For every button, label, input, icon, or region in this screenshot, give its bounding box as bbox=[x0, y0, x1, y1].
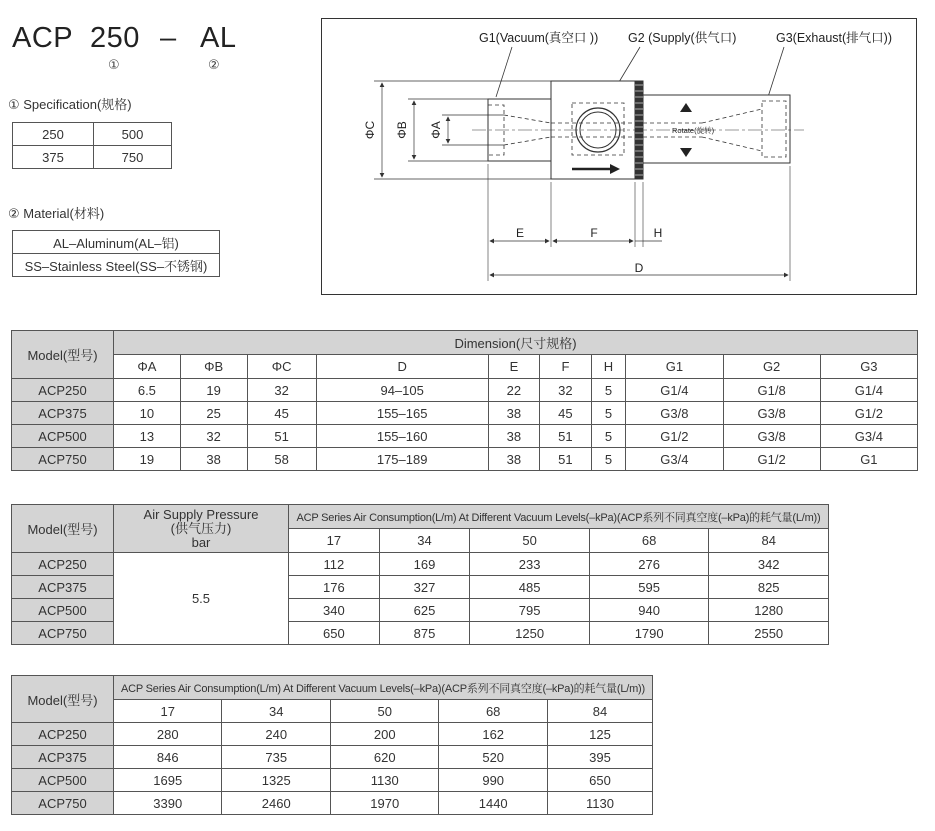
drawing-svg bbox=[322, 19, 918, 296]
table-cell: 19 bbox=[180, 379, 247, 402]
pressure-header-line-2: (供气压力) bbox=[170, 520, 232, 536]
table-row bbox=[12, 402, 918, 425]
material-item: SS–Stainless Steel(SS–不锈钢) bbox=[13, 254, 220, 277]
phi-a-label: ΦA bbox=[429, 121, 443, 139]
vacuum-level-header: 84 bbox=[547, 700, 652, 723]
table-cell: 22 bbox=[488, 379, 540, 402]
table-cell: 1250 bbox=[470, 622, 590, 645]
table-row bbox=[13, 146, 172, 169]
vacuum-level-header: 84 bbox=[709, 529, 829, 553]
vacuum-level-header: 17 bbox=[114, 700, 222, 723]
table-cell: 5 bbox=[591, 402, 626, 425]
dim-f-label: F bbox=[590, 226, 598, 240]
material-table bbox=[12, 230, 220, 277]
model-cell: ACP750 bbox=[12, 622, 114, 645]
table-cell: 155–165 bbox=[316, 402, 488, 425]
vacuum-level-header: 17 bbox=[289, 529, 380, 553]
table-cell: 10 bbox=[114, 402, 181, 425]
table-cell: 233 bbox=[470, 553, 590, 576]
table-cell: 990 bbox=[439, 769, 547, 792]
spec-cell: 500 bbox=[94, 123, 172, 146]
table-header-row bbox=[12, 331, 918, 355]
table-cell: G1/4 bbox=[820, 379, 917, 402]
table-cell: 32 bbox=[540, 379, 592, 402]
table-cell: 1325 bbox=[222, 769, 330, 792]
table-row bbox=[13, 123, 172, 146]
model-cell: ACP375 bbox=[12, 746, 114, 769]
pressure-column-header bbox=[114, 505, 289, 553]
material-title: ② Material(材料) bbox=[8, 206, 105, 221]
dimension-group-header: Dimension(尺寸规格) bbox=[114, 331, 918, 355]
model-code-spec: 250 bbox=[90, 22, 140, 54]
table-cell: 200 bbox=[330, 723, 438, 746]
material-item: AL–Aluminum(AL–铝) bbox=[13, 231, 220, 254]
table-cell: G3/4 bbox=[820, 425, 917, 448]
model-cell: ACP500 bbox=[12, 599, 114, 622]
table-cell: 520 bbox=[439, 746, 547, 769]
table-cell: 5 bbox=[591, 425, 626, 448]
table-cell: 395 bbox=[547, 746, 652, 769]
model-column-header: Model(型号) bbox=[12, 505, 114, 553]
table-cell: 280 bbox=[114, 723, 222, 746]
table-cell: 340 bbox=[289, 599, 380, 622]
table-row bbox=[12, 448, 918, 471]
phi-b-label: ΦB bbox=[395, 121, 409, 139]
material-marker: ② bbox=[208, 57, 220, 72]
table-cell: 1280 bbox=[709, 599, 829, 622]
model-cell: ACP500 bbox=[12, 425, 114, 448]
table-cell: G1/2 bbox=[723, 448, 820, 471]
table-cell: 176 bbox=[289, 576, 380, 599]
column-header: ΦC bbox=[247, 355, 316, 379]
vacuum-level-header: 34 bbox=[222, 700, 330, 723]
table-row bbox=[12, 769, 653, 792]
table-row bbox=[12, 379, 918, 402]
consumption-table-1 bbox=[11, 504, 829, 645]
pressure-header-line-3: bar bbox=[191, 534, 211, 550]
table-cell: 112 bbox=[289, 553, 380, 576]
model-code-dash: – bbox=[160, 22, 177, 54]
vacuum-level-header: 34 bbox=[379, 529, 470, 553]
model-cell: ACP750 bbox=[12, 448, 114, 471]
table-cell: 825 bbox=[709, 576, 829, 599]
column-header: F bbox=[540, 355, 592, 379]
rotate-label: Rotate(旋转) bbox=[672, 126, 715, 135]
pressure-header-line-1: Air Supply Pressure bbox=[143, 506, 259, 522]
dim-h-label: H bbox=[653, 226, 663, 240]
model-cell: ACP500 bbox=[12, 769, 114, 792]
table-cell: 13 bbox=[114, 425, 181, 448]
table-cell: 94–105 bbox=[316, 379, 488, 402]
table-cell: 485 bbox=[470, 576, 590, 599]
column-header: D bbox=[316, 355, 488, 379]
spec-cell: 250 bbox=[13, 123, 94, 146]
table-cell: 32 bbox=[247, 379, 316, 402]
spec-cell: 750 bbox=[94, 146, 172, 169]
table-cell: 1130 bbox=[330, 769, 438, 792]
table-cell: 38 bbox=[180, 448, 247, 471]
g1-label: G1(Vacuum(真空口 )) bbox=[479, 31, 599, 45]
vacuum-level-header: 50 bbox=[330, 700, 438, 723]
table-cell: G1 bbox=[820, 448, 917, 471]
table-cell: 327 bbox=[379, 576, 470, 599]
table-row bbox=[13, 231, 220, 254]
table-cell: 3390 bbox=[114, 792, 222, 815]
table-cell: G1/2 bbox=[626, 425, 723, 448]
table-header-row bbox=[12, 505, 829, 529]
dim-e-label: E bbox=[515, 226, 525, 240]
column-header: G3 bbox=[820, 355, 917, 379]
table-cell: 1695 bbox=[114, 769, 222, 792]
table-header-row bbox=[12, 355, 918, 379]
column-header: ΦB bbox=[180, 355, 247, 379]
model-cell: ACP375 bbox=[12, 402, 114, 425]
table-row bbox=[12, 723, 653, 746]
table-cell: 650 bbox=[547, 769, 652, 792]
table-cell: 25 bbox=[180, 402, 247, 425]
table-cell: 45 bbox=[247, 402, 316, 425]
table-cell: G1/8 bbox=[723, 379, 820, 402]
table-cell: 875 bbox=[379, 622, 470, 645]
model-cell: ACP375 bbox=[12, 576, 114, 599]
table-header-row bbox=[12, 676, 653, 700]
model-column-header: Model(型号) bbox=[12, 676, 114, 723]
table-cell: 32 bbox=[180, 425, 247, 448]
table-cell: 1790 bbox=[589, 622, 709, 645]
table-cell: G3/8 bbox=[723, 425, 820, 448]
table-row bbox=[12, 792, 653, 815]
table-cell: 38 bbox=[488, 402, 540, 425]
vacuum-level-header: 50 bbox=[470, 529, 590, 553]
table-cell: 125 bbox=[547, 723, 652, 746]
table-cell: 595 bbox=[589, 576, 709, 599]
table-row bbox=[12, 553, 829, 576]
spec-marker: ① bbox=[108, 57, 120, 72]
g2-label: G2 (Supply(供气口) bbox=[628, 31, 737, 45]
model-cell: ACP250 bbox=[12, 553, 114, 576]
model-column-header: Model(型号) bbox=[12, 331, 114, 379]
table-row bbox=[12, 746, 653, 769]
spec-cell: 375 bbox=[13, 146, 94, 169]
dim-d-label: D bbox=[634, 261, 644, 275]
table-cell: 5 bbox=[591, 448, 626, 471]
specification-table bbox=[12, 122, 172, 169]
table-cell: G1/2 bbox=[820, 402, 917, 425]
dimension-table bbox=[11, 330, 918, 471]
table-cell: 51 bbox=[540, 425, 592, 448]
table-cell: 940 bbox=[589, 599, 709, 622]
table-cell: G3/8 bbox=[723, 402, 820, 425]
table-cell: G1/4 bbox=[626, 379, 723, 402]
table-cell: 6.5 bbox=[114, 379, 181, 402]
table-cell: 625 bbox=[379, 599, 470, 622]
table-row bbox=[13, 254, 220, 277]
table-cell: 2550 bbox=[709, 622, 829, 645]
model-code-prefix: ACP bbox=[12, 22, 74, 54]
table-cell: 735 bbox=[222, 746, 330, 769]
table-row bbox=[12, 425, 918, 448]
table-cell: 240 bbox=[222, 723, 330, 746]
table-cell: 58 bbox=[247, 448, 316, 471]
model-code-material: AL bbox=[200, 22, 237, 54]
column-header: H bbox=[591, 355, 626, 379]
table-cell: 650 bbox=[289, 622, 380, 645]
table-cell: 51 bbox=[247, 425, 316, 448]
column-header: G1 bbox=[626, 355, 723, 379]
vacuum-level-header: 68 bbox=[439, 700, 547, 723]
column-header: G2 bbox=[723, 355, 820, 379]
table-cell: 1130 bbox=[547, 792, 652, 815]
table-cell: 1970 bbox=[330, 792, 438, 815]
table-cell: 19 bbox=[114, 448, 181, 471]
table-cell: 45 bbox=[540, 402, 592, 425]
specification-title: ① Specification(规格) bbox=[8, 97, 132, 112]
table-cell: 38 bbox=[488, 425, 540, 448]
column-header: E bbox=[488, 355, 540, 379]
consumption-table-2 bbox=[11, 675, 653, 815]
table-cell: 175–189 bbox=[316, 448, 488, 471]
table-cell: 162 bbox=[439, 723, 547, 746]
table-cell: 795 bbox=[470, 599, 590, 622]
model-cell: ACP250 bbox=[12, 379, 114, 402]
column-header: ΦA bbox=[114, 355, 181, 379]
table-cell: 155–160 bbox=[316, 425, 488, 448]
table-cell: 846 bbox=[114, 746, 222, 769]
table-cell: 620 bbox=[330, 746, 438, 769]
table-cell: 342 bbox=[709, 553, 829, 576]
vacuum-level-header: 68 bbox=[589, 529, 709, 553]
g3-label: G3(Exhaust(排气口)) bbox=[776, 31, 892, 45]
model-cell: ACP250 bbox=[12, 723, 114, 746]
phi-c-label: ΦC bbox=[363, 120, 377, 140]
table-cell: 1440 bbox=[439, 792, 547, 815]
pressure-cell: 5.5 bbox=[114, 553, 289, 645]
table-cell: 2460 bbox=[222, 792, 330, 815]
consumption-group-header: ACP Series Air Consumption(L/m) At Different Vacuum Levels(–kPa)(ACP系列不同真空度(–kPa)的耗气量(L/m)) bbox=[114, 676, 653, 700]
table-cell: 38 bbox=[488, 448, 540, 471]
table-cell: G3/4 bbox=[626, 448, 723, 471]
table-cell: 5 bbox=[591, 379, 626, 402]
technical-drawing bbox=[321, 18, 917, 295]
table-cell: G3/8 bbox=[626, 402, 723, 425]
table-cell: 169 bbox=[379, 553, 470, 576]
model-cell: ACP750 bbox=[12, 792, 114, 815]
table-cell: 276 bbox=[589, 553, 709, 576]
consumption-group-header: ACP Series Air Consumption(L/m) At Different Vacuum Levels(–kPa)(ACP系列不同真空度(–kPa)的耗气量(L/m)) bbox=[289, 505, 829, 529]
table-cell: 51 bbox=[540, 448, 592, 471]
